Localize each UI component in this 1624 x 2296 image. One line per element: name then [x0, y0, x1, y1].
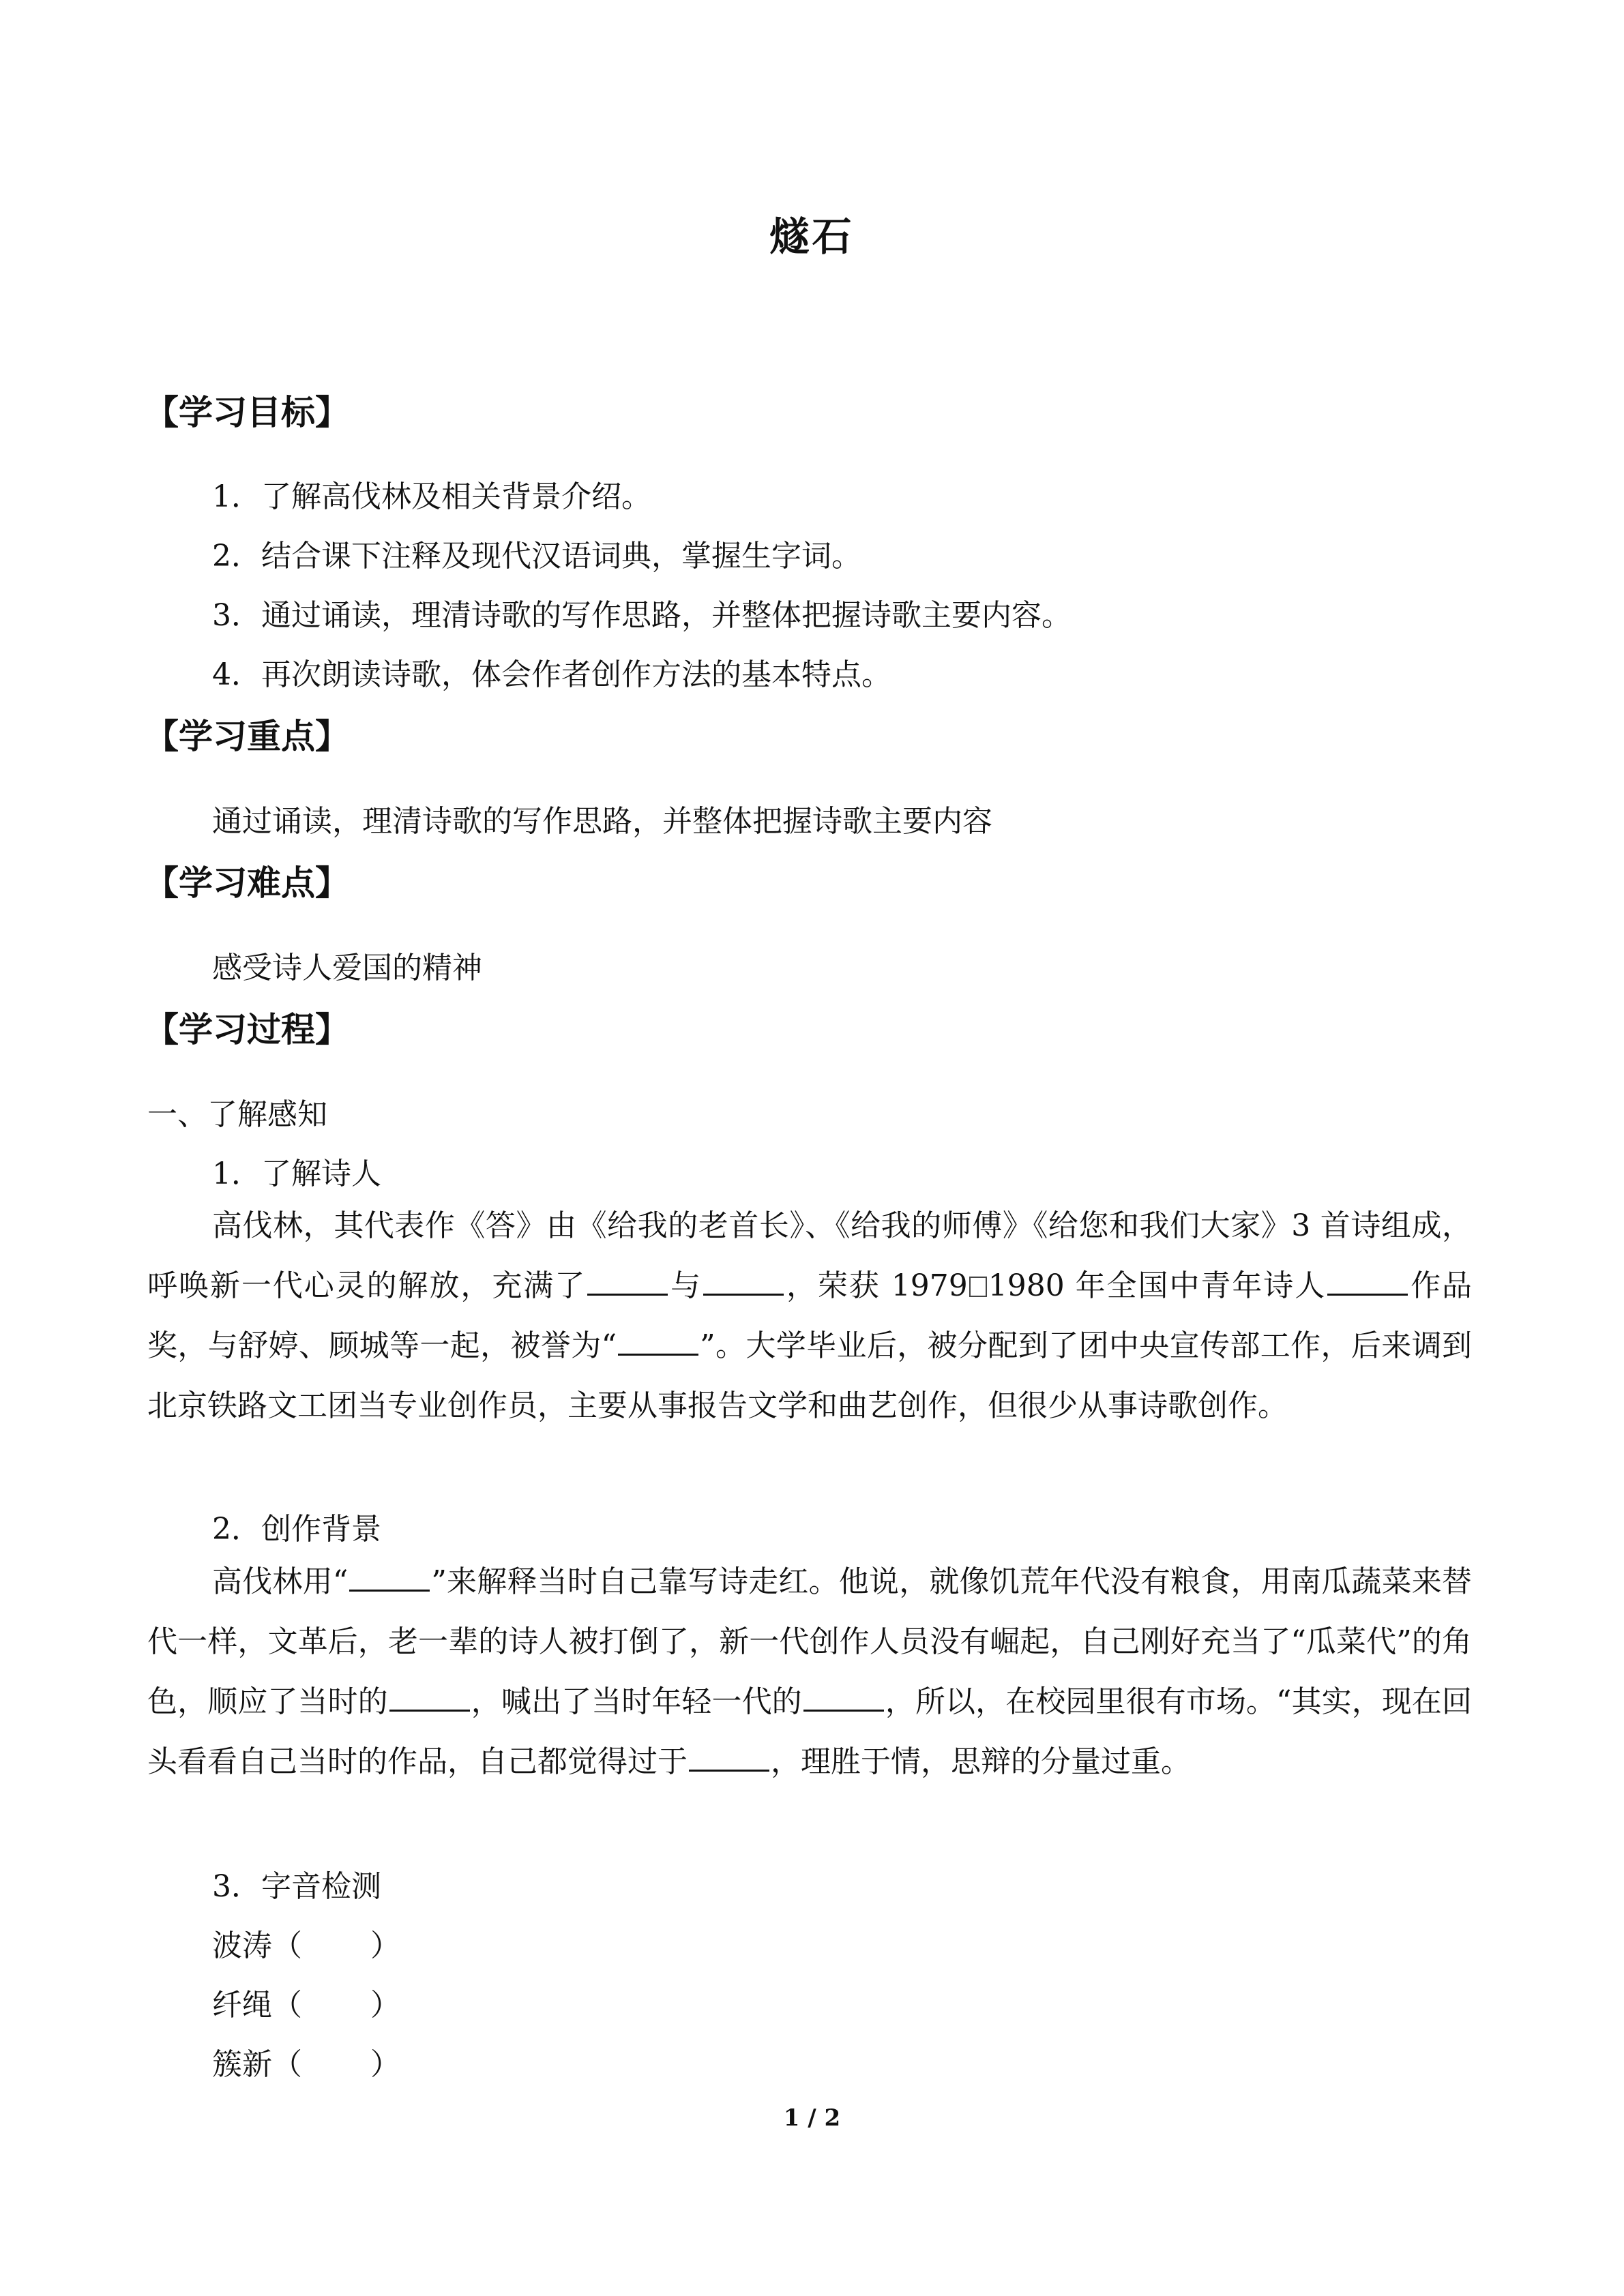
fill-blank[interactable]	[689, 1746, 769, 1772]
goal-item-3: 3．通过诵读，理清诗歌的写作思路，并整体把握诗歌主要内容。	[212, 598, 1072, 633]
process-heading: 【学习过程】	[145, 1010, 349, 1049]
sub-heading-background: 2．创作背景	[212, 1512, 381, 1547]
fill-blank[interactable]	[389, 1686, 470, 1712]
difficulties-text: 感受诗人爱国的精神	[212, 951, 482, 985]
page-title: 燧石	[769, 213, 855, 260]
key-points-heading: 【学习重点】	[145, 717, 349, 756]
key-points-text: 通过诵读，理清诗歌的写作思路，并整体把握诗歌主要内容	[212, 804, 992, 839]
background-paragraph: 高伐林用“ ”来解释当时自己靠写诗走红。他说，就像饥荒年代没有粮食，用南瓜蔬菜来替代一样，文革后，老一辈的诗人被打倒了，新一代创作人员没有崛起，自己刚好充当了“瓜菜代”的角色，顺应了当时的 ，喊出了当时年轻一代的 ，所以，在校园里很有市场。“其实，现在回头看看自己当时的作品，自己都觉得过于 ，理胜于情，思辩的分量过重。	[147, 1564, 1473, 1779]
part-one-title: 一、了解感知	[147, 1097, 327, 1132]
goal-item-2: 2．结合课下注释及现代汉语词典，掌握生字词。	[212, 539, 861, 573]
goal-item-1: 1．了解高伐林及相关背景介绍。	[212, 479, 651, 514]
page-number: 1 / 2	[783, 2104, 841, 2132]
missing-glyph-box	[969, 1277, 987, 1297]
fill-blank[interactable]	[587, 1270, 668, 1296]
fill-blank[interactable]	[349, 1566, 430, 1592]
fill-blank[interactable]	[1327, 1270, 1408, 1296]
pronunciation-item-2: 纤绳（ ）	[212, 1988, 400, 2023]
goal-item-4: 4．再次朗读诗歌，体会作者创作方法的基本特点。	[212, 657, 891, 692]
fill-blank[interactable]	[803, 1686, 884, 1712]
difficulties-heading: 【学习难点】	[145, 863, 349, 903]
pronunciation-item-3: 簇新（ ）	[212, 2047, 400, 2082]
poet-paragraph: 高伐林，其代表作《答》由《给我的老首长》、《给我的师傅》《给您和我们大家》3 首诗组成，呼唤新一代心灵的解放，充满了 与 ，荣获 1979 1980 年全国中青年诗人 作品奖，与舒婷、顾城等一起，被誉为“ ”。大学毕业后，被分配到了团中央宣传部工作，后来调到北京铁路文工团当专业创作员，主要从事报告文学和曲艺创作，但很少从事诗歌创作。	[147, 1208, 1473, 1423]
pronunciation-item-1: 波涛（ ）	[212, 1928, 400, 1963]
sub-heading-pronunciation: 3．字音检测	[212, 1869, 381, 1904]
fill-blank[interactable]	[618, 1330, 698, 1356]
goals-heading: 【学习目标】	[145, 393, 349, 432]
sub-heading-poet: 1．了解诗人	[212, 1157, 381, 1191]
fill-blank[interactable]	[703, 1270, 784, 1296]
